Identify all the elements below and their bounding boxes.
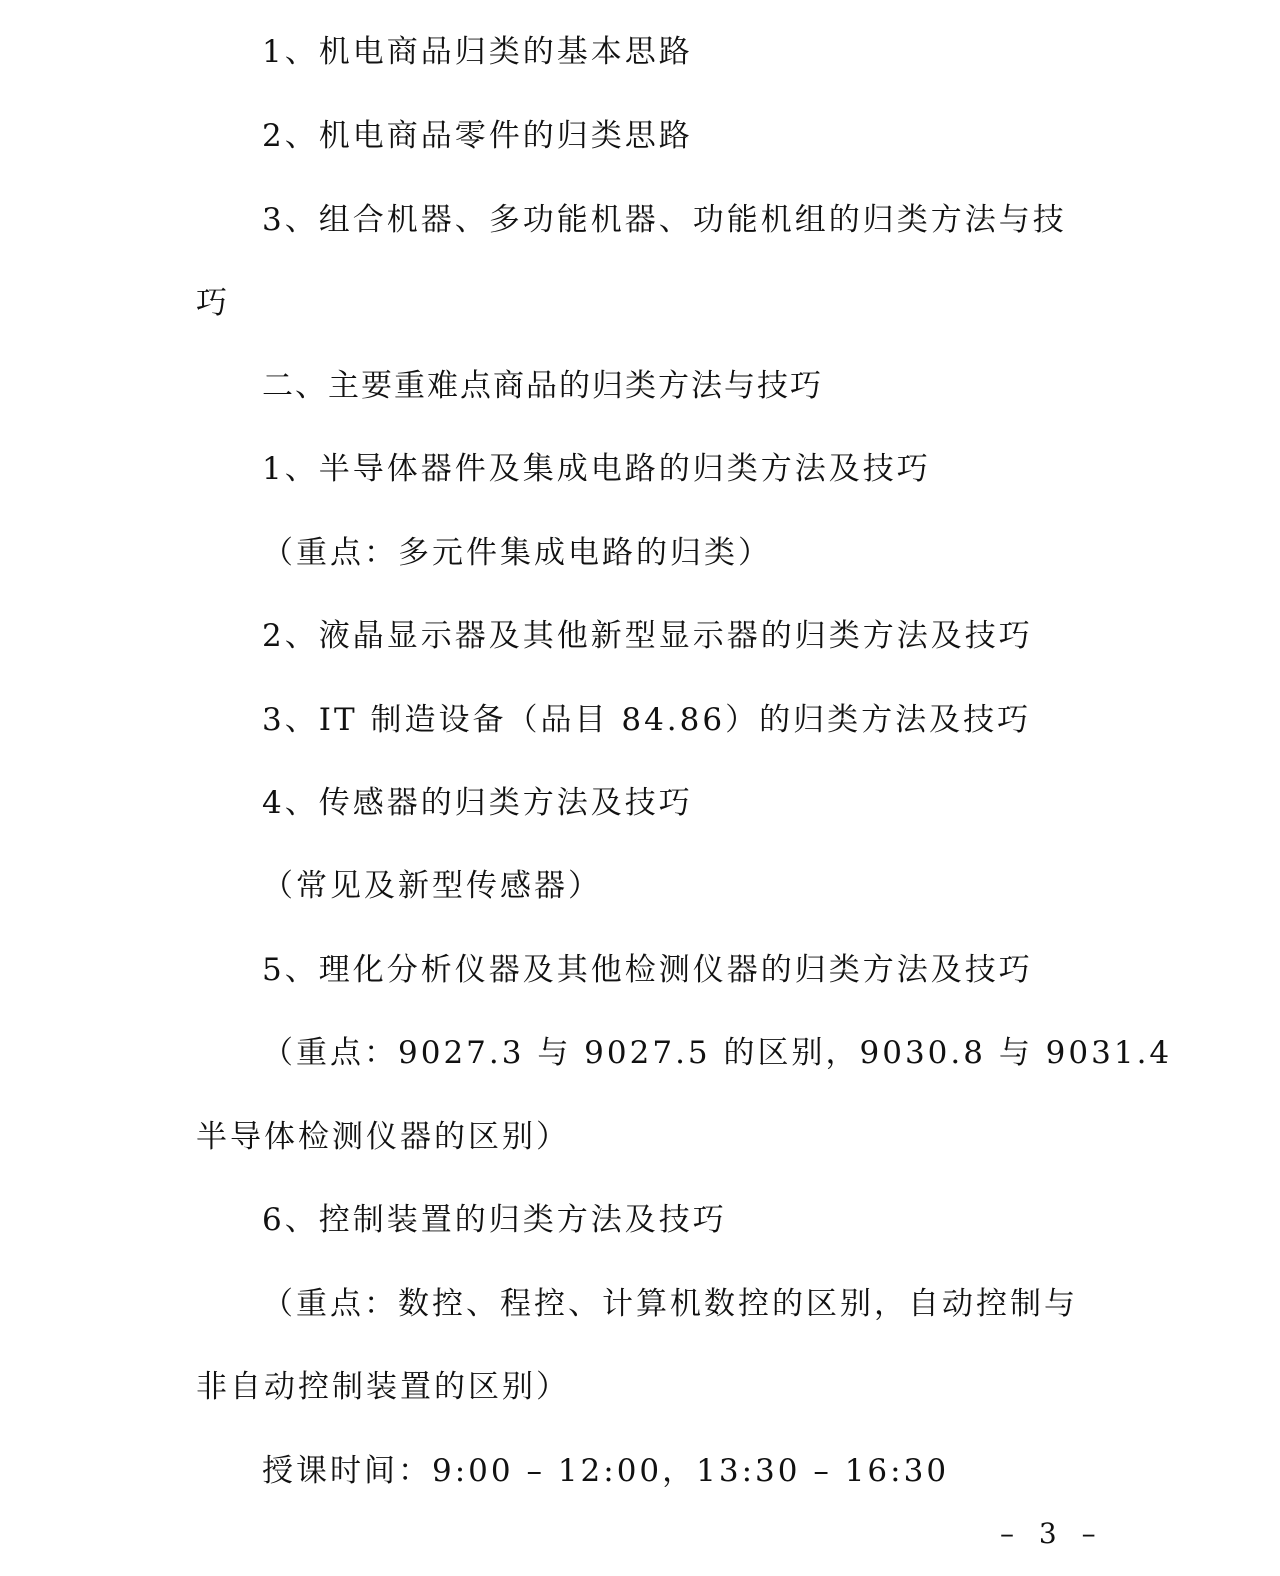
section-heading: 二、主要重难点商品的归类方法与技巧	[262, 368, 823, 404]
item-control-devices: 6、控制装置的归类方法及技巧	[262, 1202, 727, 1238]
schedule-text: 授课时间：9:00 – 12:00，13:30 – 16:30	[262, 1453, 950, 1489]
item-sensors: 4、传感器的归类方法及技巧	[262, 785, 693, 821]
note-instruments-continued: 半导体检测仪器的区别）	[196, 1119, 570, 1155]
item-instruments: 5、理化分析仪器及其他检测仪器的归类方法及技巧	[262, 952, 1033, 988]
item-semiconductors: 1、半导体器件及集成电路的归类方法及技巧	[262, 451, 931, 487]
note-semiconductors: （重点：多元件集成电路的归类）	[262, 535, 772, 571]
item-parts-approach: 2、机电商品零件的归类思路	[262, 118, 693, 154]
item-it-equipment: 3、IT 制造设备（品目 84.86）的归类方法及技巧	[262, 702, 1032, 738]
note-sensors: （常见及新型传感器）	[262, 868, 602, 904]
item-displays: 2、液晶显示器及其他新型显示器的归类方法及技巧	[262, 618, 1033, 654]
item-basic-approach: 1、机电商品归类的基本思路	[262, 34, 693, 70]
note-instruments: （重点：9027.3 与 9027.5 的区别，9030.8 与 9031.4	[262, 1035, 1173, 1071]
note-control-devices: （重点：数控、程控、计算机数控的区别，自动控制与	[262, 1286, 1078, 1322]
note-control-devices-continued: 非自动控制装置的区别）	[196, 1369, 570, 1405]
item-combined-machines: 3、组合机器、多功能机器、功能机组的归类方法与技	[262, 202, 1067, 238]
item-combined-machines-continued: 巧	[196, 285, 230, 321]
page-number: – 3 –	[1000, 1517, 1104, 1550]
